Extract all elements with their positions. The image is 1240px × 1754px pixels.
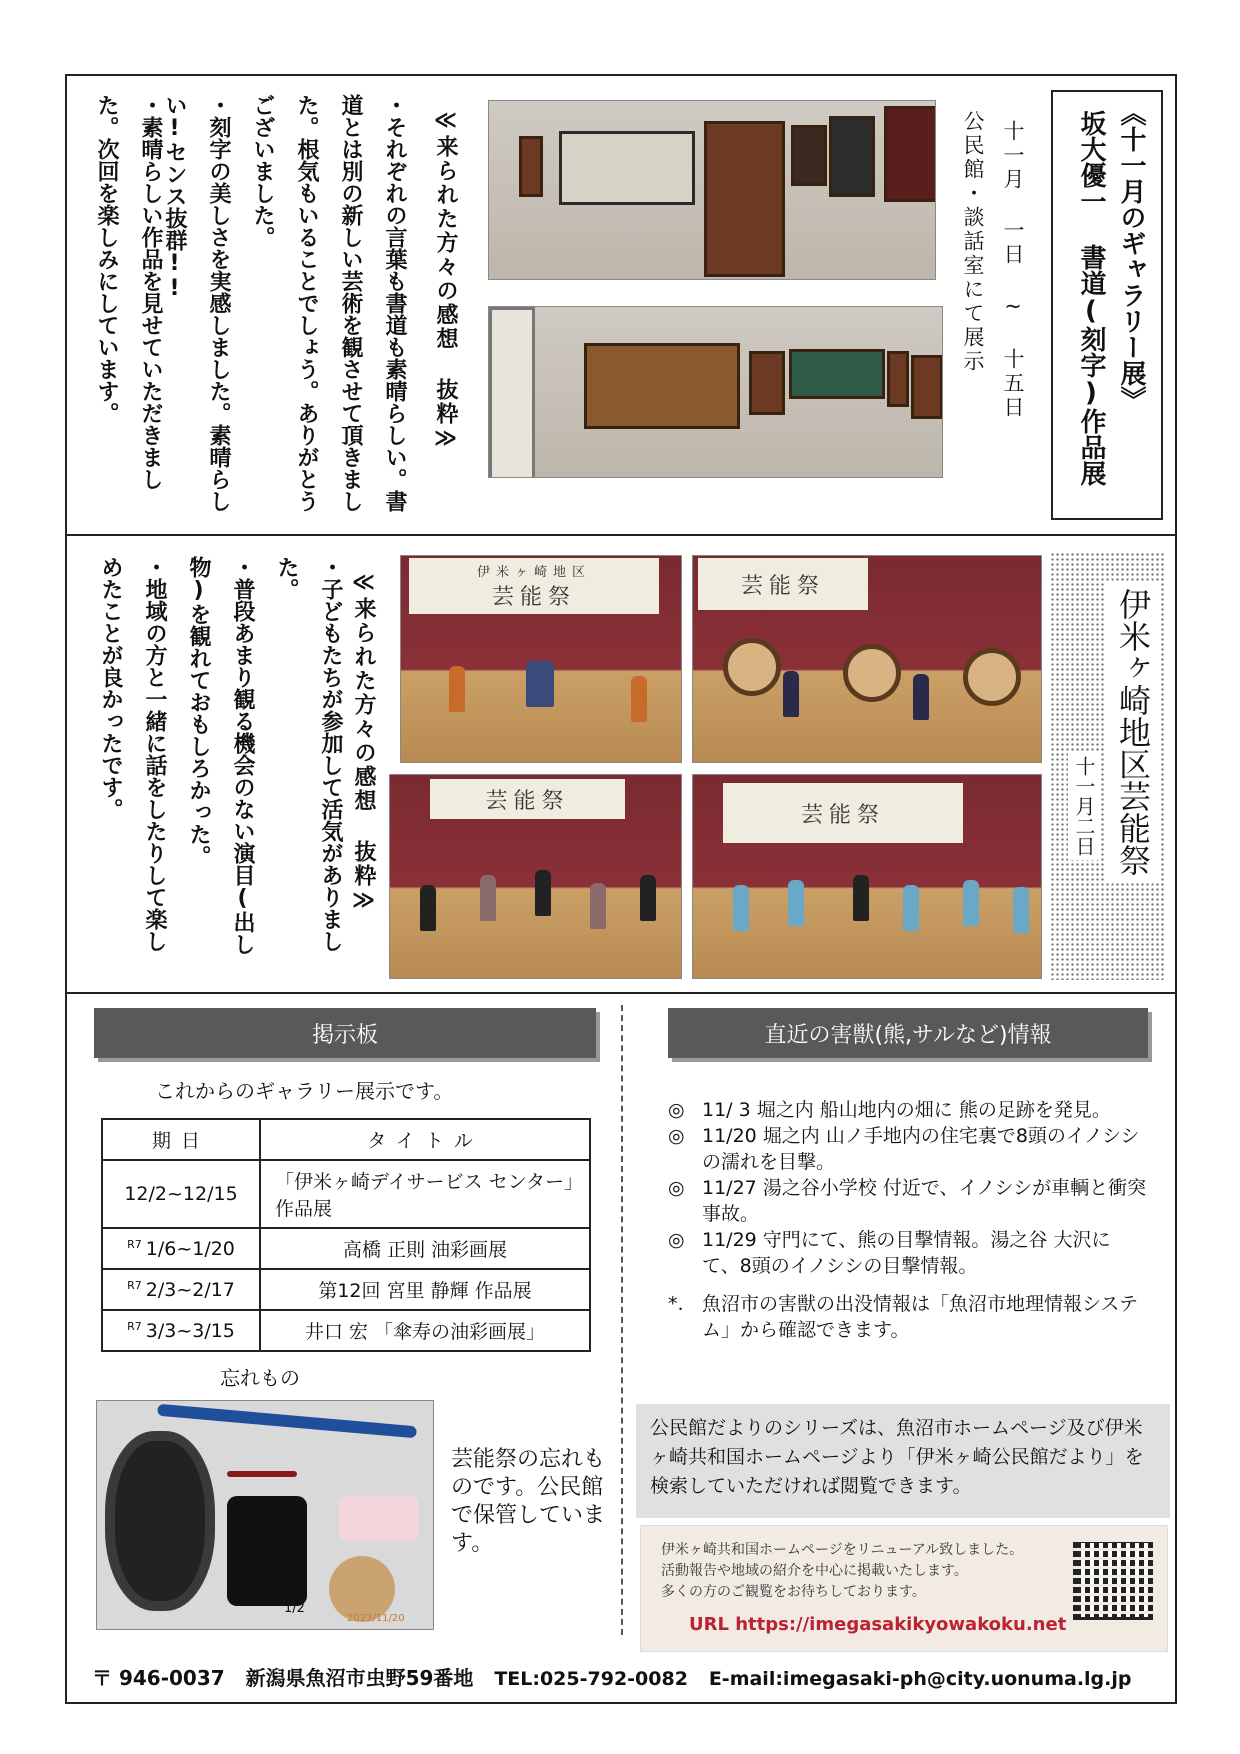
gallery-title-box: [1051, 90, 1163, 520]
list-item: [668, 1123, 1148, 1175]
gallery-photo-1: [488, 100, 936, 280]
pest-info-title: 直近の害獣(熊,サルなど)情報: [668, 1008, 1148, 1058]
footer-contact: [92, 1662, 1131, 1691]
festival-photo-2: [692, 555, 1042, 763]
list-mark: ◎: [668, 1177, 685, 1199]
footer-tel: TEL:025-792-0082: [494, 1668, 688, 1690]
row-title: 「伊米ヶ崎デイサービス センター」作品展: [275, 1171, 574, 1220]
table-row: [102, 1228, 590, 1269]
festival-banner-large: 芸能祭: [800, 802, 885, 828]
row-date: 3/3~3/15: [145, 1319, 235, 1342]
board-intro: これからのギャラリー展示です。: [155, 1079, 454, 1103]
series-text: 公民館だよりのシリーズは、魚沼市ホームページ及び伊米ヶ崎共和国ホームページより「伊米ヶ崎公民館だより」を検索していただければ閲覧できます。: [650, 1417, 1144, 1497]
festival-impression-3: ・地域の方と一緒に話をしたりして楽しめたことが良かったです。: [98, 556, 167, 952]
festival-date: 十一月二日: [1068, 752, 1101, 860]
gallery-title: 《十一月のギャラリー展》: [1116, 100, 1146, 412]
header-title: タイトル: [260, 1119, 590, 1160]
newsletter-series-notice: [636, 1404, 1170, 1518]
pest-info-list: [668, 1097, 1148, 1343]
lost-items-title: 忘れもの: [220, 1366, 300, 1390]
festival-impression-1: ・子どもたちが参加して活気がありました。: [274, 556, 343, 952]
website-notice: [640, 1525, 1168, 1652]
festival-photo-3: [389, 774, 682, 979]
list-item: [668, 1175, 1148, 1227]
table-row: [102, 1269, 590, 1310]
pest-note-text: 魚沼市の害獣の出没情報は「魚沼市地理情報システム」から確認できます。: [702, 1293, 1139, 1341]
row-date: 12/2~12/15: [124, 1183, 238, 1205]
festival-impressions-heading: ≪来られた方々の感想 抜粋≫: [351, 570, 376, 915]
festival-title-box: [1050, 552, 1166, 980]
table-header-row: [102, 1119, 590, 1160]
gallery-schedule-table: [101, 1118, 591, 1352]
list-mark: ◎: [668, 1125, 685, 1147]
footer-postal: 〒 946-0037: [92, 1666, 225, 1690]
list-item: [668, 1227, 1148, 1279]
festival-banner-large: 芸能祭: [740, 573, 825, 599]
photo-date: 2023/11/20: [347, 1613, 405, 1624]
pest-item-text: 11/20 堀之内 山ノ手地内の住宅裏で8頭のイノシシの濡れを目撃。: [702, 1125, 1140, 1173]
festival-banner-large: 芸能祭: [485, 788, 570, 814]
row-title: 井口 宏 「傘寿の油彩画展」: [304, 1321, 546, 1343]
website-url[interactable]: URL https://imegasakikyowakoku.net: [689, 1614, 1067, 1635]
table-row: [102, 1310, 590, 1351]
website-line-2: 活動報告や地域の紹介を中心に掲載いたします。: [661, 1563, 968, 1579]
header-date: 期日: [102, 1119, 260, 1160]
row-title: 高橋 正則 油彩画展: [342, 1239, 508, 1261]
festival-photo-4: [692, 774, 1042, 979]
note-mark: *.: [668, 1293, 684, 1315]
website-line-3: 多くの方のご観覧をお待ちしております。: [661, 1584, 926, 1600]
gallery-dates: 十一月 一日 ~ 十五日: [1001, 120, 1025, 420]
footer-address: 新潟県魚沼市虫野59番地: [245, 1666, 474, 1690]
photo-label: 1/2: [284, 1601, 305, 1616]
list-mark: ◎: [668, 1099, 685, 1121]
row-date: 2/3~2/17: [145, 1278, 235, 1301]
pest-item-text: 11/29 守門にて、熊の目撃情報。湯之谷 大沢にて、8頭のイノシシの目撃情報。: [702, 1229, 1111, 1277]
row-date: 1/6~1/20: [145, 1237, 235, 1260]
pest-note: [668, 1291, 1148, 1343]
row-prefix: R7: [127, 1237, 142, 1251]
lost-items-photo: [96, 1400, 434, 1630]
list-mark: ◎: [668, 1229, 685, 1251]
gallery-impressions-heading: ≪来られた方々の感想 抜粋≫: [433, 108, 458, 453]
column-divider: [621, 1005, 623, 1635]
festival-impression-2: ・普段あまり観る機会のない演目(出し物)を観れておもしろかった。: [186, 556, 255, 955]
gallery-impression-1: ・それぞれの言葉も書道も素晴らしい。書道とは別の新しい芸術を観させて頂きました。根気もいることでしょう。ありがとうございました。: [250, 94, 407, 512]
gallery-impression-3: ・素晴らしい作品を見せていただきました。次回を楽しみにしています。: [94, 94, 163, 490]
gallery-photo-2: [488, 306, 943, 478]
row-prefix: R7: [127, 1319, 142, 1333]
gallery-venue: 公民館・談話室にて展示: [961, 110, 985, 374]
festival-title: 伊米ヶ崎地区芸能祭: [1106, 582, 1160, 882]
list-item: [668, 1097, 1148, 1123]
section-divider: [65, 534, 1177, 536]
lost-items-text: 芸能祭の忘れものです。公民館で保管しています。: [451, 1447, 606, 1556]
gallery-impression-2: ・刻字の美しさを実感しました。素晴らしい!センス抜群!!: [162, 94, 231, 512]
table-row: [102, 1160, 590, 1228]
festival-photo-1: [400, 555, 682, 763]
qr-code-icon: [1073, 1540, 1153, 1620]
pest-item-text: 11/ 3 堀之内 船山地内の畑に 熊の足跡を発見。: [702, 1099, 1111, 1121]
row-title: 第12回 宮里 静輝 作品展: [318, 1280, 532, 1302]
festival-banner-large: 芸能祭: [491, 585, 576, 610]
gallery-subtitle: 坂大優一 書道(刻字)作品展: [1076, 110, 1106, 486]
website-line-1: 伊米ヶ崎共和国ホームページをリニューアル致しました。: [661, 1542, 1024, 1558]
row-prefix: R7: [127, 1278, 142, 1292]
pest-item-text: 11/27 湯之谷小学校 付近で、イノシシが車輌と衝突事故。: [702, 1177, 1147, 1225]
footer-email[interactable]: E-mail:imegasaki-ph@city.uonuma.lg.jp: [708, 1668, 1132, 1690]
section-divider: [65, 992, 1177, 994]
board-title: 掲示板: [94, 1008, 596, 1058]
festival-banner-small: 伊米ヶ崎地区: [476, 565, 591, 580]
